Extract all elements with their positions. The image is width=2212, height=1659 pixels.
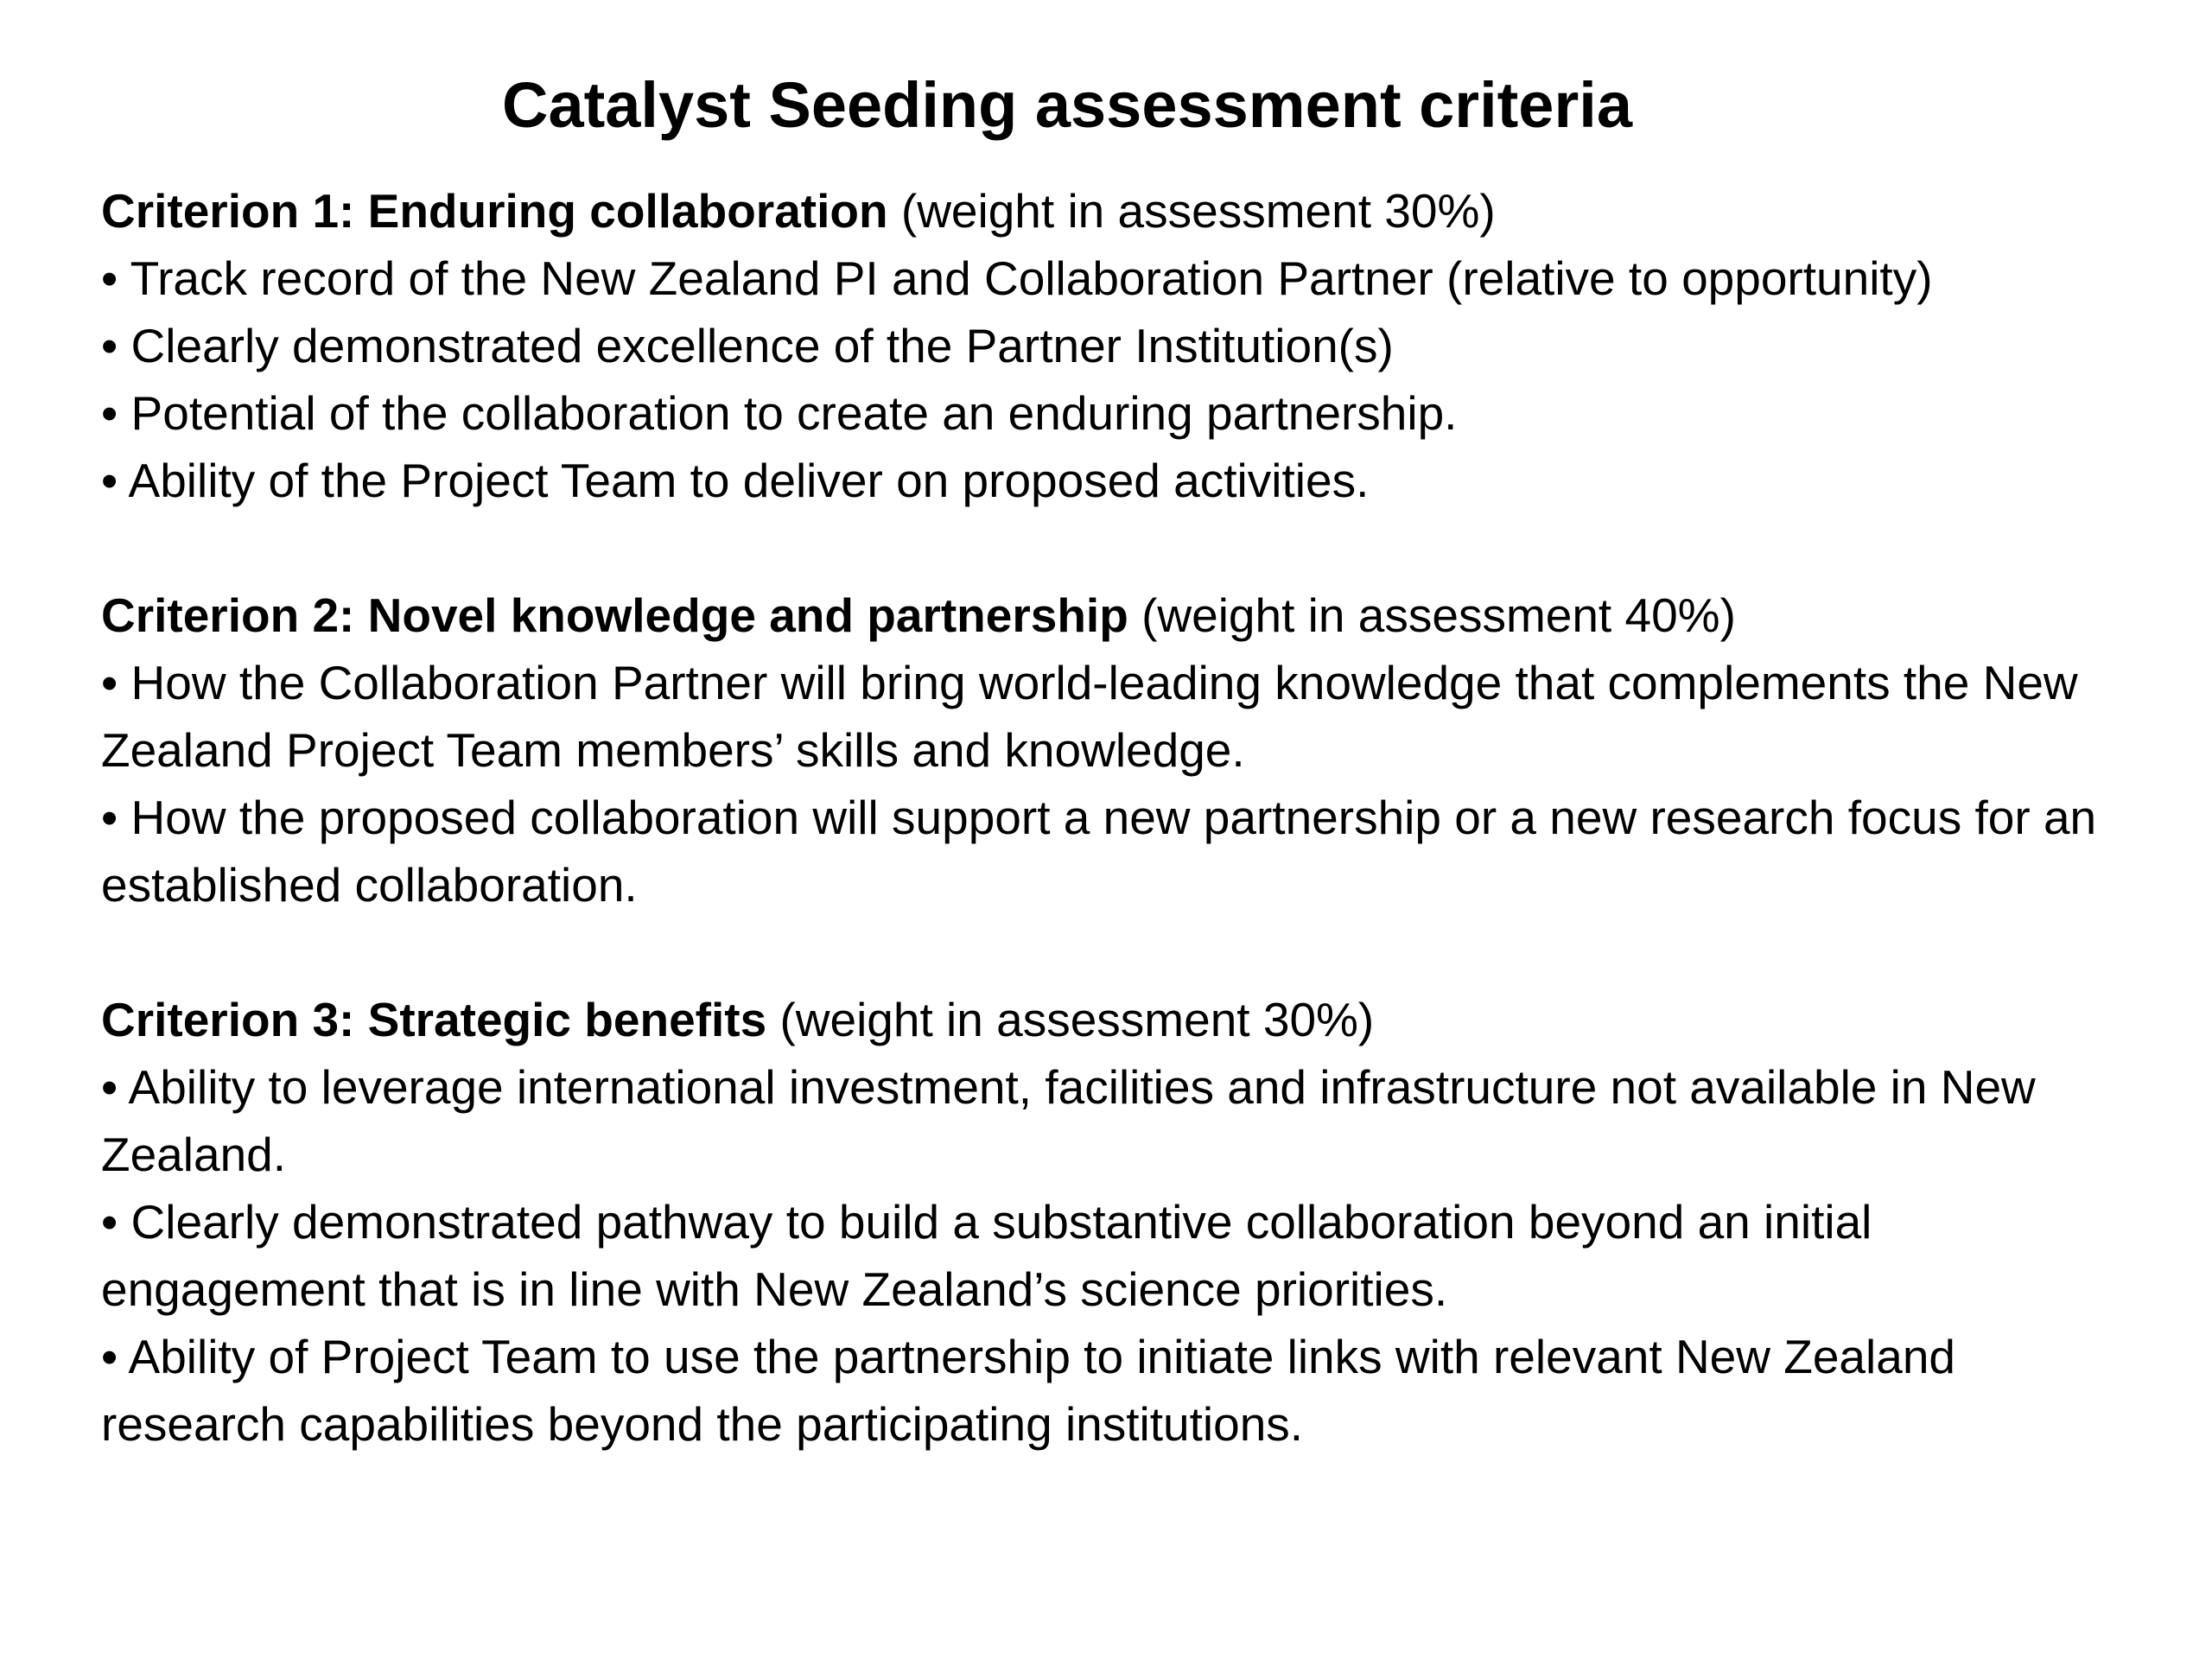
criterion-weight: (weight in assessment 40%): [1128, 588, 1736, 642]
list-item: [101, 649, 2123, 784]
list-item: [101, 1053, 2123, 1188]
bullet-text: Track record of the New Zealand PI and Collaboration Partner (relative to opportunity): [130, 251, 1933, 305]
criterion-heading: [101, 582, 2123, 649]
list-item: [101, 379, 2123, 447]
list-item: [101, 784, 2123, 918]
bullet-text: Potential of the collaboration to create an enduring partnership.: [130, 386, 1458, 440]
bullet-list: [101, 245, 2123, 514]
bullet-list: [101, 649, 2123, 918]
criterion-heading: [101, 177, 2123, 245]
bullet-text: Ability of Project Team to use the partnership to initiate links with relevant New Zealand research capabilities beyond the participating institutions.: [101, 1330, 1956, 1451]
list-item: [101, 447, 2123, 514]
bullet-icon: •: [101, 386, 118, 440]
list-item: [101, 245, 2123, 312]
bullet-text: Clearly demonstrated excellence of the Partner Institution(s): [130, 319, 1394, 372]
bullet-icon: •: [101, 454, 118, 507]
list-item: [101, 312, 2123, 379]
list-item: [101, 1188, 2123, 1323]
bullet-text: How the Collaboration Partner will bring world-leading knowledge that complements the New Zealand Project Team members’ skills and knowledge.: [101, 656, 2078, 777]
criterion-2: [101, 582, 2123, 918]
criterion-title: Criterion 1: Enduring collaboration: [101, 184, 888, 238]
bullet-text: Ability of the Project Team to deliver on proposed activities.: [128, 454, 1370, 507]
bullet-icon: •: [101, 1195, 118, 1249]
criterion-heading: [101, 986, 2123, 1053]
bullet-icon: •: [101, 1330, 118, 1383]
bullet-icon: •: [101, 791, 118, 844]
bullet-list: [101, 1053, 2123, 1458]
bullet-icon: •: [101, 251, 118, 305]
criteria-content: [101, 177, 2123, 1525]
criterion-title: Criterion 3: Strategic benefits: [101, 993, 767, 1046]
criterion-3: [101, 986, 2123, 1458]
bullet-icon: •: [101, 1060, 118, 1114]
criterion-title: Criterion 2: Novel knowledge and partnership: [101, 588, 1128, 642]
bullet-icon: •: [101, 656, 118, 709]
bullet-text: Clearly demonstrated pathway to build a substantive collaboration beyond an initial engagement that is in line with New Zealand’s science priorities.: [101, 1195, 1872, 1316]
page-title: Catalyst Seeding assessment criteria: [502, 69, 1632, 141]
bullet-text: How the proposed collaboration will support a new partnership or a new research focus for an established collaboration.: [101, 791, 2097, 912]
list-item: [101, 1323, 2123, 1458]
criterion-1: [101, 177, 2123, 514]
bullet-icon: •: [101, 319, 118, 372]
criterion-weight: (weight in assessment 30%): [887, 184, 1496, 238]
bullet-text: Ability to leverage international investment, facilities and infrastructure not available in New Zealand.: [101, 1060, 2036, 1181]
criterion-weight: (weight in assessment 30%): [766, 993, 1375, 1046]
